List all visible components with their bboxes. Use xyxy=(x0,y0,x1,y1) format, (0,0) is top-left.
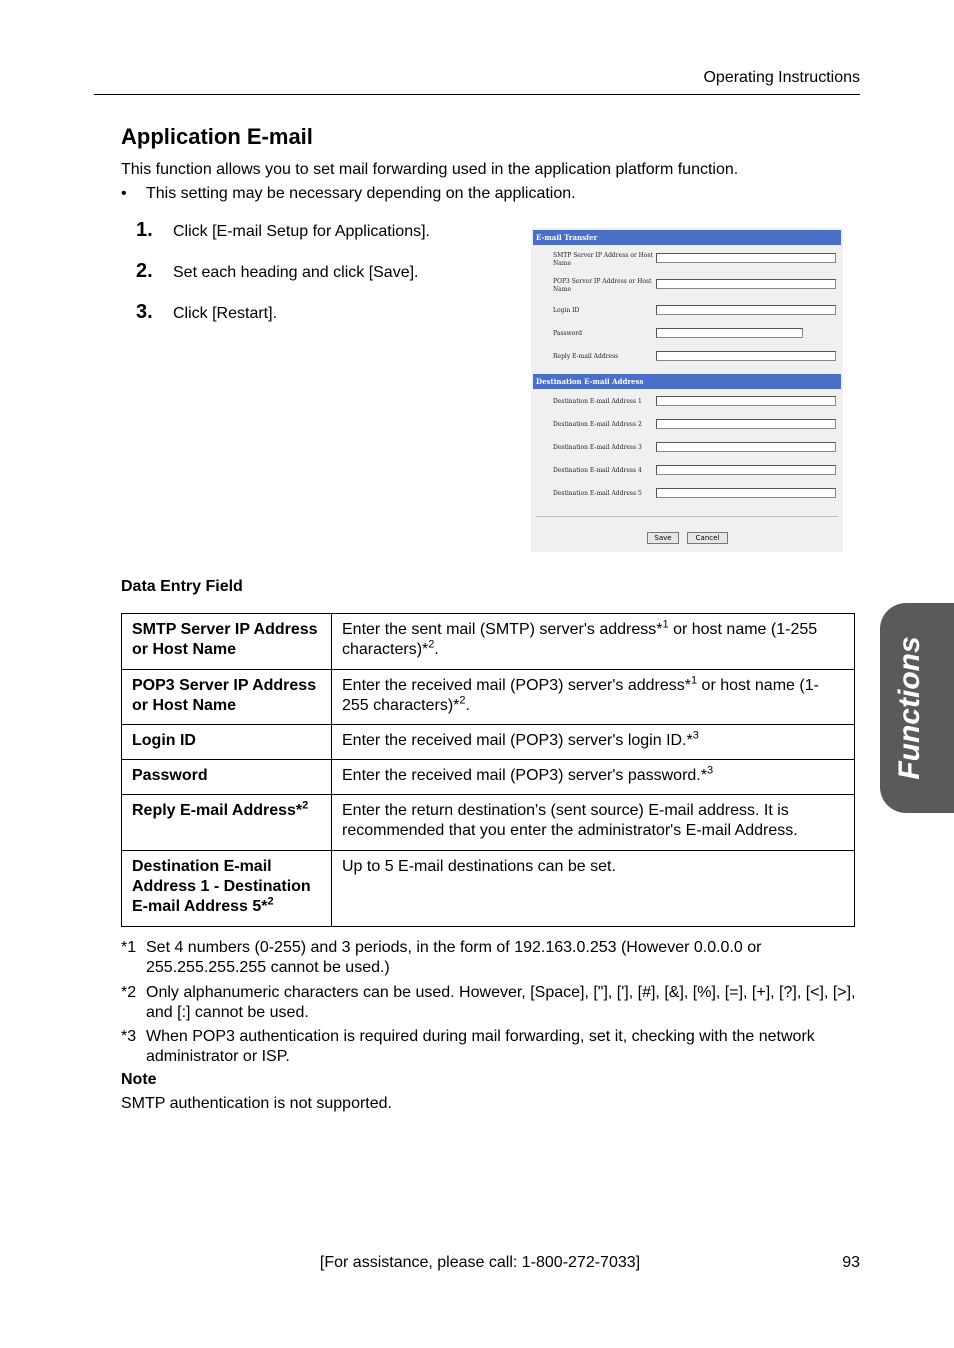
pop3-server-input[interactable] xyxy=(656,279,836,289)
page-number: 93 xyxy=(842,1254,860,1271)
dest-email-4-label: Destination E-mail Address 4 xyxy=(553,467,642,474)
functions-tab-label: Functions xyxy=(893,636,926,780)
reply-email-input[interactable] xyxy=(656,351,836,361)
field-name xyxy=(122,725,332,760)
step-text-2: Set each heading and click [Save]. xyxy=(173,264,419,281)
section-title: Application E-mail xyxy=(121,124,313,149)
dest-email-5-input[interactable] xyxy=(656,488,836,498)
step-text-3: Click [Restart]. xyxy=(173,305,278,322)
dest-email-3-label: Destination E-mail Address 3 xyxy=(553,444,642,451)
functions-side-tab xyxy=(880,603,954,813)
table-row xyxy=(122,614,855,670)
dest-email-1-label: Destination E-mail Address 1 xyxy=(553,398,642,405)
desc-text: Enter the received mail (POP3) server's address* xyxy=(342,677,691,694)
desc-text: . xyxy=(465,697,470,714)
footnote-ref: 2 xyxy=(459,694,466,707)
login-id-input[interactable] xyxy=(656,305,836,315)
field-description xyxy=(332,760,855,795)
footnote-ref: 3 xyxy=(706,764,714,777)
field-description xyxy=(332,614,855,670)
step-text-1: Click [E-mail Setup for Applications]. xyxy=(173,223,430,240)
field-name-text: Login ID xyxy=(132,732,196,749)
footnote-2-text: Only alphanumeric characters can be used. However, [Space], ["], ['], [#], [&], [%], [=], [+], [?], [<], [>], and [:] cannot be used. xyxy=(146,984,856,1021)
header-rule xyxy=(94,94,860,95)
field-name xyxy=(122,670,332,725)
assistance-footer: [For assistance, please call: 1-800-272-7033] xyxy=(319,1254,641,1271)
data-entry-title: Data Entry Field xyxy=(121,578,243,595)
dest-email-5-label: Destination E-mail Address 5 xyxy=(553,490,642,497)
field-description xyxy=(332,851,855,927)
footnote-1-mark: *1 xyxy=(121,939,137,956)
field-name-text: Destination E-mail Address 1 - Destination E-mail Address 5* xyxy=(132,858,311,915)
footnote-ref: 2 xyxy=(302,799,309,812)
field-name-text: SMTP Server IP Address or Host Name xyxy=(132,621,318,658)
field-name xyxy=(122,851,332,927)
dest-email-3-input[interactable] xyxy=(656,442,836,452)
field-name xyxy=(122,795,332,851)
destination-email-header: Destination E-mail Address xyxy=(533,374,841,389)
footnote-3-mark: *3 xyxy=(121,1028,137,1045)
field-description xyxy=(332,725,855,760)
table-row xyxy=(122,760,855,795)
footnote-3-text: When POP3 authentication is required during mail forwarding, set it, checking with the network administrator or ISP. xyxy=(146,1028,815,1065)
footnote-ref: 2 xyxy=(428,638,435,651)
note-text: SMTP authentication is not supported. xyxy=(121,1095,392,1112)
table-row xyxy=(122,795,855,851)
table-row xyxy=(122,725,855,760)
footnote-ref: 1 xyxy=(690,674,698,687)
dest-email-2-input[interactable] xyxy=(656,419,836,429)
dest-email-1-input[interactable] xyxy=(656,396,836,406)
desc-text: or host name (1-255 characters)* xyxy=(342,621,818,658)
password-input[interactable] xyxy=(656,328,803,338)
desc-text: Enter the received mail (POP3) server's password.* xyxy=(342,767,707,784)
running-header: Operating Instructions xyxy=(703,69,860,86)
note-heading: Note xyxy=(121,1071,157,1088)
step-number-1: 1. xyxy=(136,219,153,241)
footnote-ref: 1 xyxy=(662,618,669,631)
screenshot-divider xyxy=(536,516,838,517)
desc-text: or host name (1-255 characters)* xyxy=(342,677,819,714)
footnote-1-text: Set 4 numbers (0-255) and 3 periods, in the form of 192.163.0.253 (However 0.0.0.0 or 255.255.255.255 cannot be used.) xyxy=(146,939,762,976)
step-number-3: 3. xyxy=(136,301,153,323)
field-description xyxy=(332,670,855,725)
smtp-server-input[interactable] xyxy=(656,253,836,263)
footnote-2-mark: *2 xyxy=(121,984,137,1001)
dest-email-2-label: Destination E-mail Address 2 xyxy=(553,421,642,428)
desc-text: Enter the received mail (POP3) server's login ID.* xyxy=(342,732,693,749)
field-name xyxy=(122,760,332,795)
step-number-2: 2. xyxy=(136,260,153,282)
bullet-mark: • xyxy=(121,185,127,202)
bullet-text: This setting may be necessary depending on the application. xyxy=(146,185,576,202)
pop3-server-label: POP3 Server IP Address or Host Name xyxy=(553,278,652,293)
data-entry-table xyxy=(121,613,855,927)
smtp-server-label: SMTP Server IP Address or Host Name xyxy=(553,252,653,267)
field-name xyxy=(122,614,332,670)
field-name-text: POP3 Server IP Address or Host Name xyxy=(132,677,317,714)
field-name-text: Reply E-mail Address* xyxy=(132,802,303,819)
email-transfer-header: E-mail Transfer xyxy=(533,230,841,245)
reply-email-label: Reply E-mail Address xyxy=(553,353,619,360)
desc-text: . xyxy=(434,641,439,658)
email-settings-screenshot xyxy=(531,228,843,552)
dest-email-4-input[interactable] xyxy=(656,465,836,475)
login-id-label: Login ID xyxy=(553,307,580,314)
save-button[interactable]: Save xyxy=(647,532,679,544)
password-label: Password xyxy=(553,330,582,337)
field-description xyxy=(332,795,855,851)
footnote-ref: 2 xyxy=(267,895,274,908)
desc-text: Enter the return destination's (sent source) E-mail address. It is recommended that you enter the administrator's E-mail Address. xyxy=(342,802,798,839)
desc-text: Up to 5 E-mail destinations can be set. xyxy=(342,858,616,875)
desc-text: Enter the sent mail (SMTP) server's address* xyxy=(342,621,663,638)
field-name-text: Password xyxy=(132,767,208,784)
table-row xyxy=(122,851,855,927)
table-row xyxy=(122,670,855,725)
footnote-ref: 3 xyxy=(692,729,699,742)
cancel-button[interactable]: Cancel xyxy=(687,532,728,544)
intro-text: This function allows you to set mail forwarding used in the application platform function. xyxy=(121,161,739,178)
